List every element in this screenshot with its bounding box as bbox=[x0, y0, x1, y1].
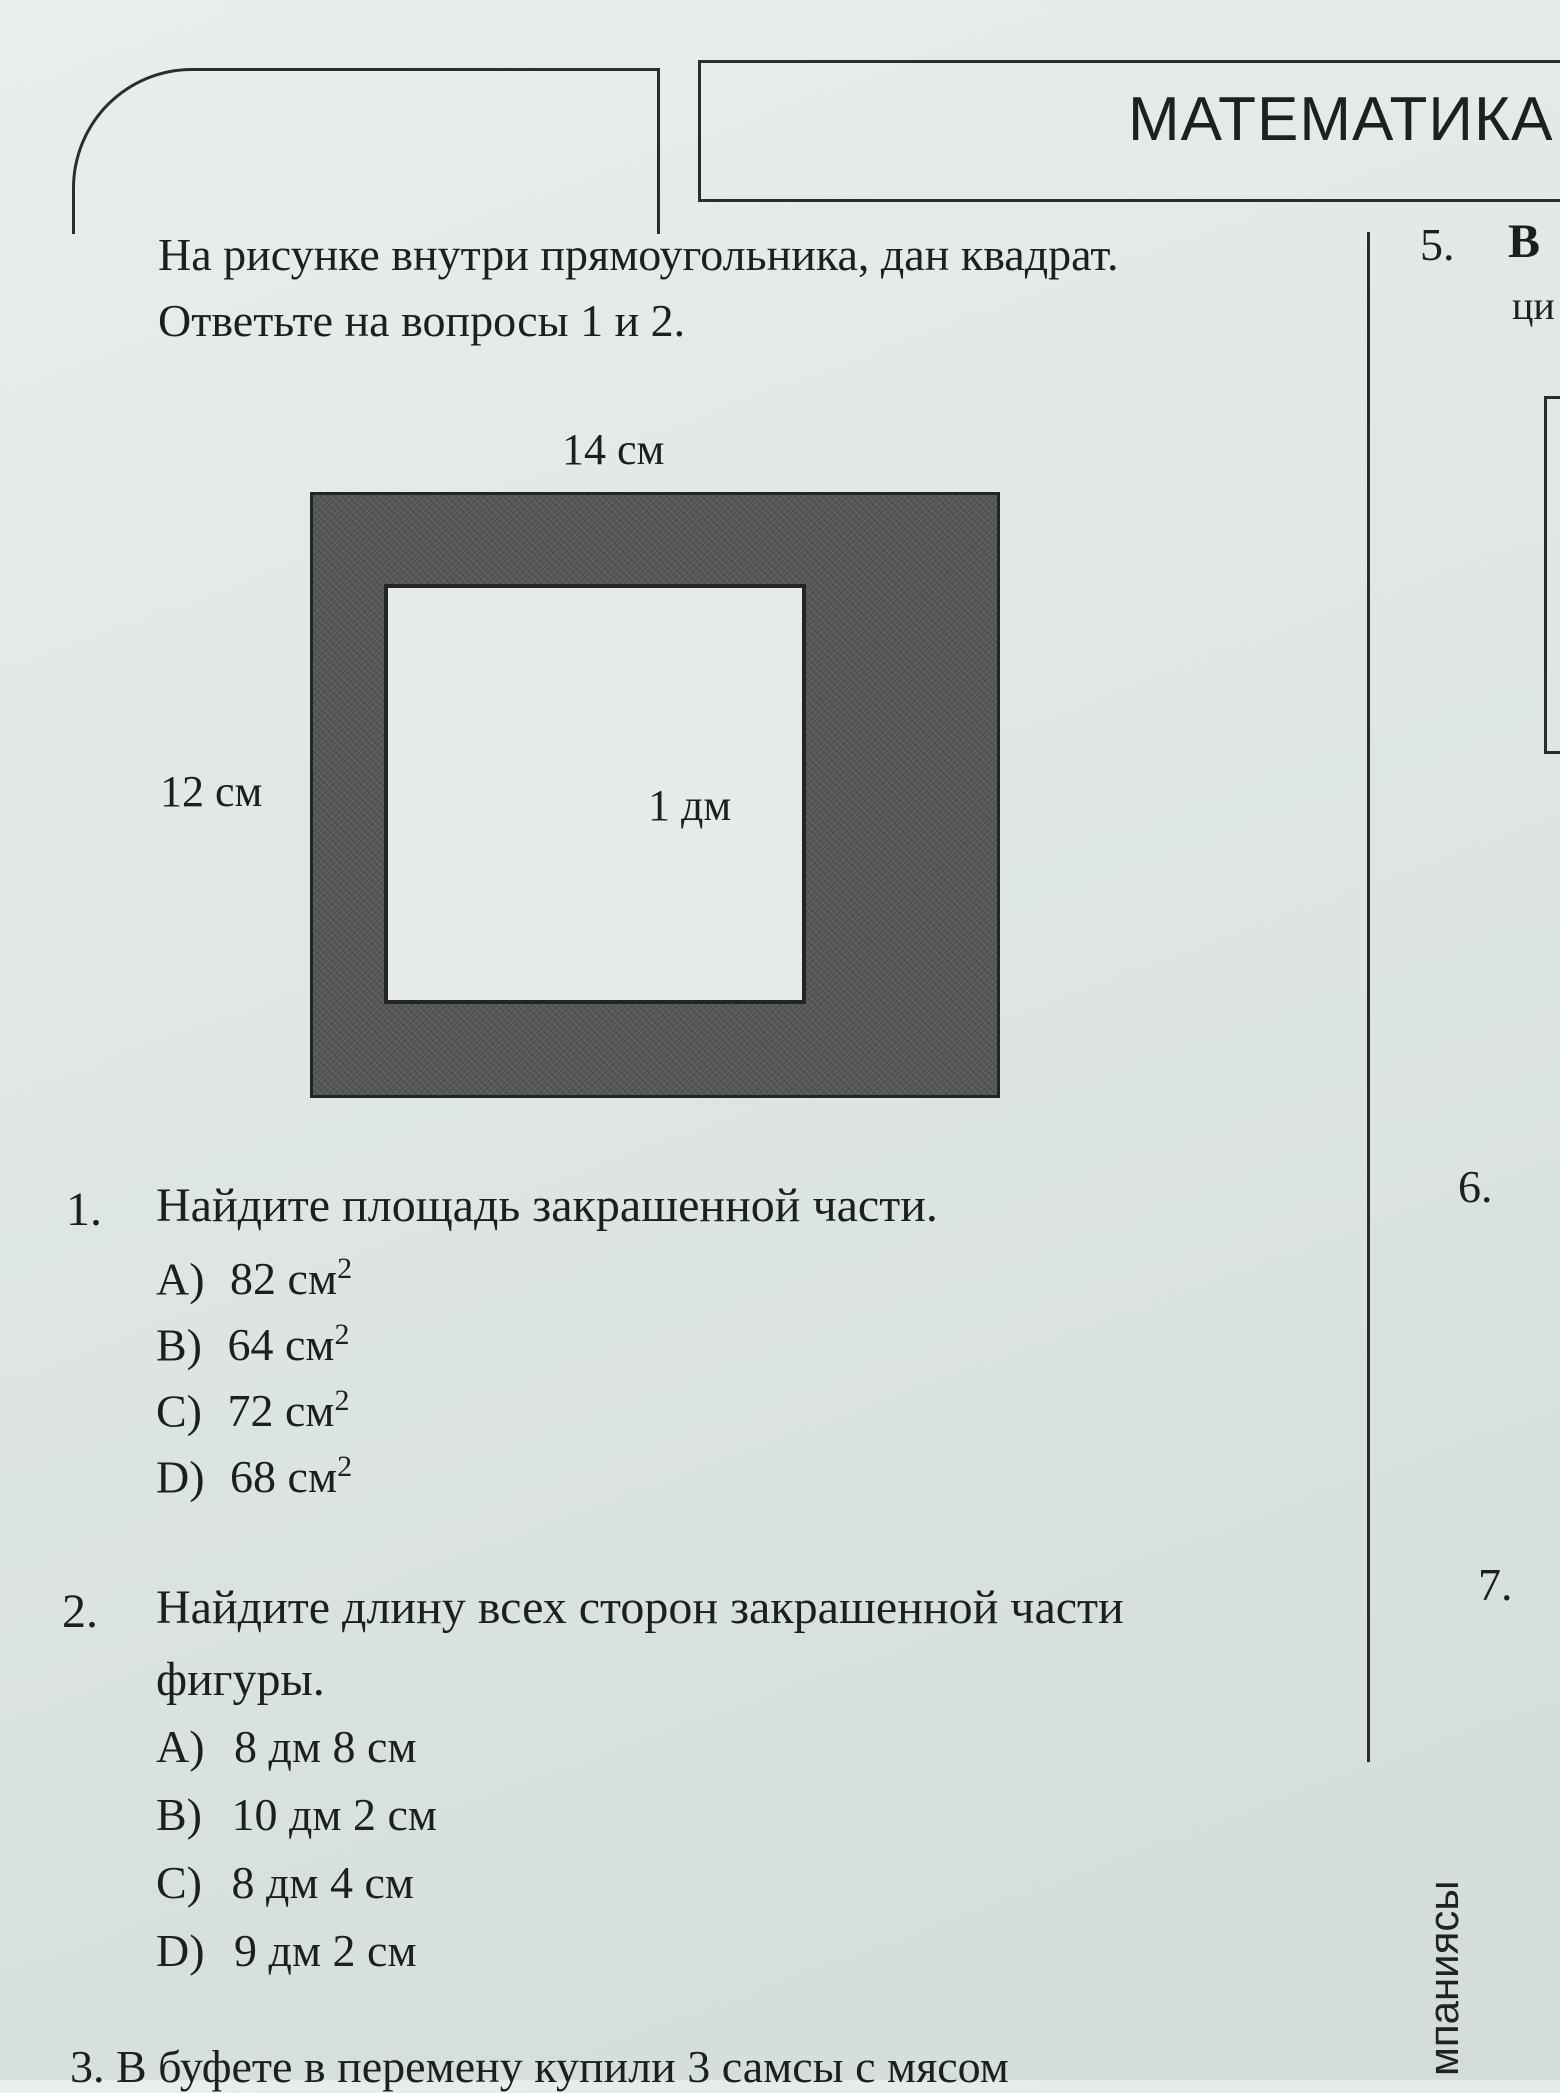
header-box-left bbox=[72, 68, 660, 234]
option-exponent: 2 bbox=[337, 1252, 353, 1285]
option-letter: A) bbox=[156, 1721, 205, 1772]
question-1-option-a[interactable] bbox=[156, 1252, 352, 1305]
question-2-option-b[interactable] bbox=[156, 1788, 437, 1841]
intro-text bbox=[158, 222, 1338, 354]
option-exponent: 2 bbox=[334, 1318, 350, 1351]
question-2-number: 2. bbox=[62, 1585, 98, 1638]
option-letter: C) bbox=[156, 1857, 202, 1908]
intro-line-2: Ответьте на вопросы 1 и 2. bbox=[158, 295, 686, 346]
question-1-option-b[interactable] bbox=[156, 1318, 350, 1371]
option-letter: D) bbox=[156, 1925, 205, 1976]
option-letter: B) bbox=[156, 1789, 202, 1840]
option-letter: D) bbox=[156, 1451, 205, 1503]
question-2-option-c[interactable] bbox=[156, 1856, 414, 1909]
question-7-number: 7. bbox=[1478, 1559, 1513, 1610]
option-value: 82 см bbox=[230, 1253, 338, 1305]
footer-vertical-text: мпаниясы bbox=[1420, 1880, 1467, 2076]
question-1-option-d[interactable] bbox=[156, 1450, 352, 1503]
question-1-option-c[interactable] bbox=[156, 1384, 350, 1437]
question-1-text: Найдите площадь закрашенной части. bbox=[156, 1179, 938, 1232]
column-divider bbox=[1367, 232, 1370, 1762]
figure-left-label: 12 см bbox=[160, 767, 263, 816]
option-letter: B) bbox=[156, 1319, 202, 1371]
question-3-fragment: 3. В буфете в перемену купили 3 самсы с мясом bbox=[70, 2041, 1009, 2092]
question-2-text-line-2: фигуры. bbox=[156, 1653, 325, 1706]
question-5-figure-box bbox=[1544, 396, 1560, 754]
option-value: 9 дм 2 см bbox=[234, 1925, 417, 1976]
option-value: 10 дм 2 см bbox=[231, 1789, 438, 1840]
option-value: 8 дм 4 см bbox=[231, 1857, 415, 1908]
question-2-option-d[interactable] bbox=[156, 1924, 417, 1977]
option-value: 68 см bbox=[230, 1451, 338, 1503]
option-value: 64 см bbox=[227, 1319, 335, 1371]
option-exponent: 2 bbox=[334, 1384, 350, 1417]
subject-title: МАТЕМАТИКА bbox=[1128, 85, 1554, 154]
question-5-number: 5. bbox=[1420, 219, 1455, 270]
option-letter: A) bbox=[156, 1253, 205, 1305]
question-6-number: 6. bbox=[1458, 1161, 1493, 1212]
question-5-fragment-line-2: ци bbox=[1512, 283, 1555, 328]
option-letter: C) bbox=[156, 1385, 202, 1437]
question-5-fragment: В bbox=[1508, 215, 1541, 268]
figure-inner-square bbox=[384, 584, 806, 1004]
option-value: 8 дм 8 см bbox=[234, 1721, 417, 1772]
option-value: 72 см bbox=[227, 1385, 335, 1437]
intro-line-1: На рисунке внутри прямоугольника, дан квадрат. bbox=[158, 229, 1119, 280]
option-exponent: 2 bbox=[337, 1450, 353, 1483]
figure-inner-label: 1 дм bbox=[648, 781, 732, 830]
question-2-option-a[interactable] bbox=[156, 1720, 417, 1773]
question-2-text-line-1: Найдите длину всех сторон закрашенной части bbox=[156, 1581, 1124, 1634]
question-1-number: 1. bbox=[66, 1183, 102, 1236]
figure-top-label: 14 см bbox=[562, 425, 665, 474]
question-2-text bbox=[156, 1572, 1356, 1716]
